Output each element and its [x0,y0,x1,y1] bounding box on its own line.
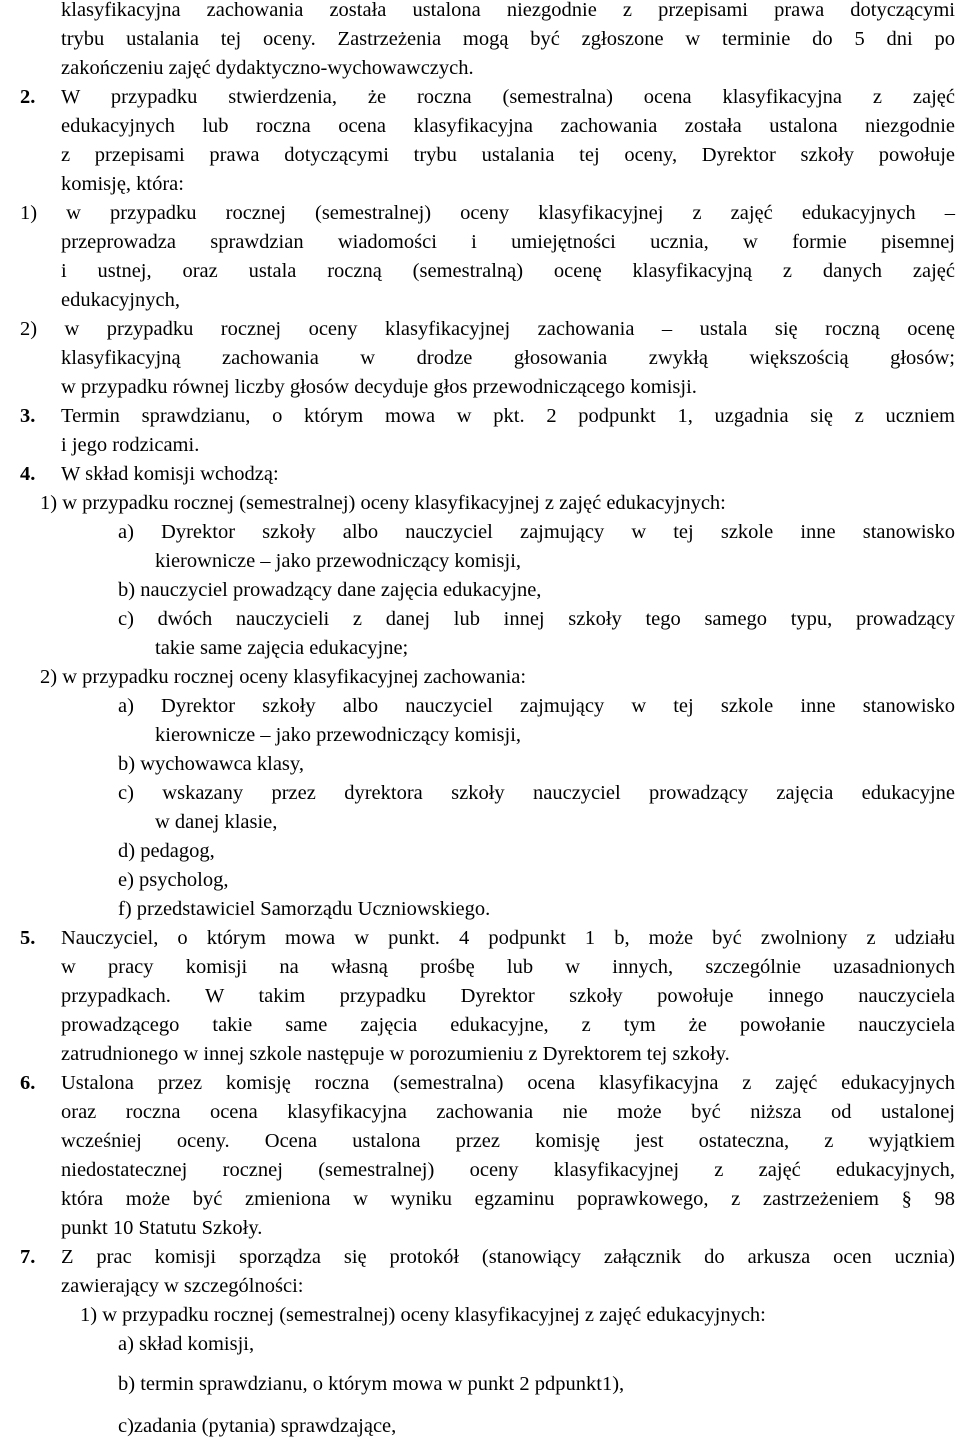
text-line: b) wychowawca klasy, [118,753,304,775]
text-line: zakończeniu zajęć dydaktyczno-wychowawczych. [61,57,474,79]
text-line: oraz roczna ocena klasyfikacyjna zachowania nie może być niższa od ustalonej [61,1101,955,1123]
text-line: kierownicze – jako przewodniczący komisji, [155,550,522,572]
text-line: e) psycholog, [118,869,229,891]
text-line: b) nauczyciel prowadzący dane zajęcia edukacyjne, [118,579,542,601]
text-line: 2) w przypadku rocznej oceny klasyfikacyjnej zachowania – ustala się roczną ocenę [20,318,955,340]
text-line: z przepisami prawa dotyczącymi trybu ustalania tej oceny, Dyrektor szkoły powołuje [61,144,955,166]
text-line: a) skład komisji, [118,1333,255,1355]
text-line: 2) w przypadku rocznej oceny klasyfikacyjnej zachowania: [40,666,527,688]
text-line: f) przedstawiciel Samorządu Uczniowskiego. [118,898,491,920]
text-line: a) Dyrektor szkoły albo nauczyciel zajmujący w tej szkole inne stanowisko [118,521,955,543]
text-line: W przypadku stwierdzenia, że roczna (semestralna) ocena klasyfikacyjna z zajęć [61,86,955,108]
text-line: zawierający w szczególności: [61,1275,304,1297]
text-line: trybu ustalania tej oceny. Zastrzeżenia mogą być zgłoszone w terminie do 5 dni po [61,28,955,50]
text-line: 1) w przypadku rocznej (semestralnej) oceny klasyfikacyjnej z zajęć edukacyjnych: [80,1304,766,1326]
text-line: w przypadku równej liczby głosów decyduje głos przewodniczącego komisji. [61,376,697,398]
text-line: klasyfikacyjną zachowania w drodze głosowania zwykłą większością głosów; [61,347,955,369]
text-line: prowadzącego takie same zajęcia edukacyjne, z tym że powołanie nauczyciela [61,1014,955,1036]
text-line: c) wskazany przez dyrektora szkoły nauczyciel prowadzący zajęcia edukacyjne [118,782,955,804]
text-line: Z prac komisji sporządza się protokół (stanowiący załącznik do arkusza ocen ucznia) [61,1246,955,1268]
section-number: 4. [20,463,36,485]
text-line: zatrudnionego w innej szkole następuje w porozumieniu z Dyrektorem tej szkoły. [61,1043,730,1065]
text-line: W skład komisji wchodzą: [61,463,279,485]
section-number: 6. [20,1072,36,1094]
text-line: przeprowadza sprawdzian wiadomości i umiejętności ucznia, w formie pisemnej [61,231,955,253]
text-line: która może być zmieniona w wyniku egzaminu poprawkowego, z zastrzeżeniem § 98 [61,1188,955,1210]
section-number: 5. [20,927,36,949]
text-line: przypadkach. W takim przypadku Dyrektor szkoły powołuje innego nauczyciela [61,985,955,1007]
section-number: 2. [20,86,36,108]
text-line: komisję, która: [61,173,184,195]
text-line: i ustnej, oraz ustala roczną (semestralną) ocenę klasyfikacyjną z danych zajęć [61,260,955,282]
text-line: edukacyjnych, [61,289,180,311]
text-line: niedostatecznej rocznej (semestralnej) oceny klasyfikacyjnej z zajęć edukacyjnych, [61,1159,955,1181]
text-line: b) termin sprawdzianu, o którym mowa w punkt 2 pdpunkt1), [118,1373,625,1395]
section-number: 3. [20,405,36,427]
text-line: w danej klasie, [155,811,278,833]
text-line: Nauczyciel, o którym mowa w punkt. 4 podpunkt 1 b, może być zwolniony z udziału [61,927,955,949]
text-line: edukacyjnych lub roczna ocena klasyfikacyjna zachowania została ustalona niezgodnie [61,115,955,137]
text-line: wcześniej oceny. Ocena ustalona przez komisję jest ostateczna, z wyjątkiem [61,1130,955,1152]
text-line: Termin sprawdzianu, o którym mowa w pkt. 2 podpunkt 1, uzgadnia się z uczniem [61,405,955,427]
text-line: klasyfikacyjna zachowania została ustalona niezgodnie z przepisami prawa dotyczącymi [61,0,955,21]
text-line: i jego rodzicami. [61,434,200,456]
text-line: Ustalona przez komisję roczna (semestralna) ocena klasyfikacyjna z zajęć edukacyjnych [61,1072,955,1094]
text-line: w pracy komisji na własną prośbę lub w innych, szczególnie uzasadnionych [61,956,955,978]
text-line: a) Dyrektor szkoły albo nauczyciel zajmujący w tej szkole inne stanowisko [118,695,955,717]
text-line: 1) w przypadku rocznej (semestralnej) oceny klasyfikacyjnej z zajęć edukacyjnych – [20,202,955,224]
text-line: kierownicze – jako przewodniczący komisji, [155,724,522,746]
text-line: c) dwóch nauczycieli z danej lub innej szkoły tego samego typu, prowadzący [118,608,955,630]
section-number: 7. [20,1246,36,1268]
text-line: d) pedagog, [118,840,215,862]
text-line: c)zadania (pytania) sprawdzające, [118,1415,397,1437]
text-line: takie same zajęcia edukacyjne; [155,637,409,659]
text-line: 1) w przypadku rocznej (semestralnej) oceny klasyfikacyjnej z zajęć edukacyjnych: [40,492,726,514]
text-line: punkt 10 Statutu Szkoły. [61,1217,263,1239]
